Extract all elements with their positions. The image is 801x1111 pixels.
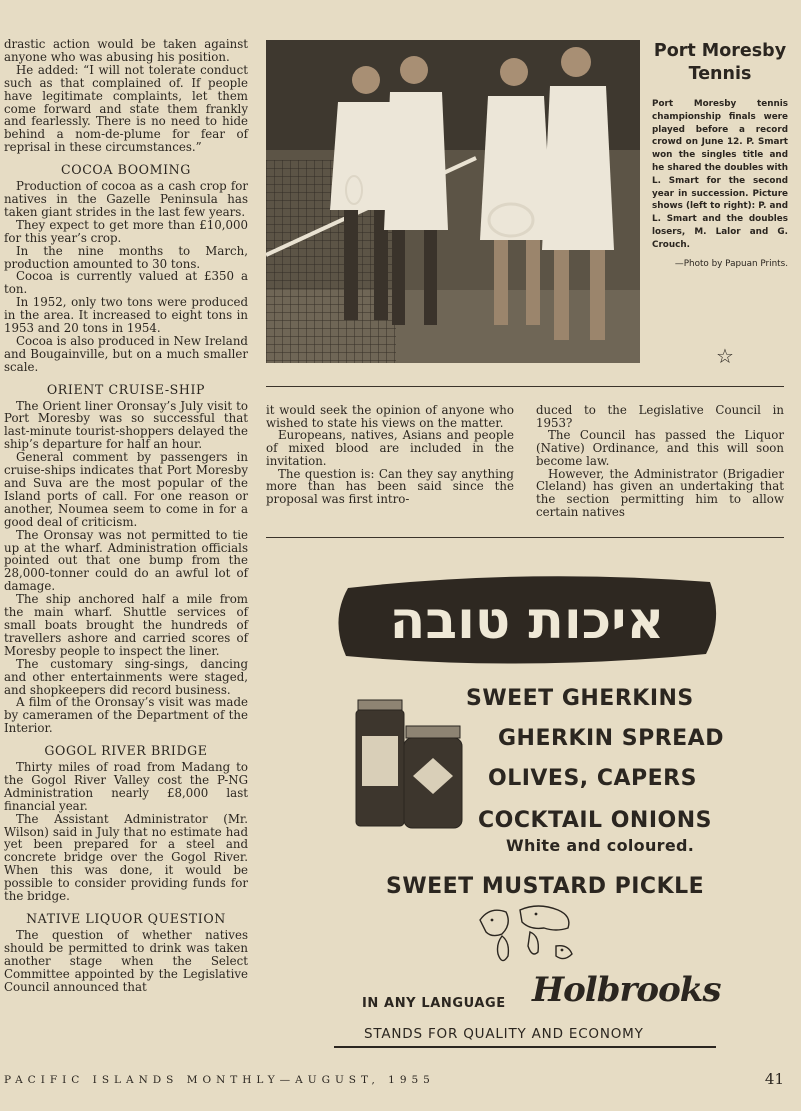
ad-brand-logo: Holbrooks — [532, 970, 721, 1010]
divider — [266, 386, 784, 387]
paragraph: Thirty miles of road from Madang to the Gogol River Valley cost the P-NG Administration nearly £8,000 last financial year. — [4, 760, 248, 813]
paragraph: The customary sing-sings, dancing and other entertainments were staged, and shopkeepers did record business. — [4, 656, 248, 697]
star-icon: ☆ — [716, 344, 734, 368]
ad-product-note: White and coloured. — [506, 836, 695, 855]
paragraph: Europeans, natives, Asians and people of mixed blood are included in the invitation. — [266, 428, 514, 468]
middle-column-2 — [536, 404, 784, 518]
hebrew-banner-text: איכות טובה — [389, 591, 665, 651]
paragraph: drastic action would be taken against anyone who was abusing his position. — [4, 37, 248, 64]
paragraph: In the nine months to March, production amounted to 30 tons. — [4, 243, 248, 271]
caption-text: Port Moresby tennis championship finals were played before a record crowd on June 12. P. Smart won the singles title and he shared the doubles with L. Smart for the second year in succession. Picture shows (left to right): P. and L. Smart and the doubles losers, M. Lalor and G. Crouch. — [652, 99, 788, 250]
hebrew-banner — [334, 568, 720, 668]
paragraph: Production of cocoa as a cash crop for natives in the Gazelle Peninsula has taken giant strides in the last few years. — [4, 179, 248, 219]
section-heading-cocoa: COCOA BOOMING — [61, 162, 191, 178]
ad-product-line: GHERKIN SPREAD — [498, 726, 724, 751]
photo-caption — [652, 40, 788, 270]
holbrooks-advertisement — [332, 560, 724, 1050]
paragraph: duced to the Legislative Council in 1953? — [536, 403, 784, 430]
pickle-jars-icon — [354, 696, 464, 830]
paragraph: The ship anchored half a mile from the main wharf. Shuttle services of small boats brought the hundreds of travellers ashore and carried scores of Moresby people to inspect the liner. — [4, 592, 248, 658]
section-heading-cruise-ship: ORIENT CRUISE-SHIP — [46, 381, 206, 397]
magazine-title: PACIFIC ISLANDS MONTHLY—AUGUST, 1955 — [4, 1074, 435, 1086]
paragraph: The Assistant Administrator (Mr. Wilson) said in July that no estimate had yet been prepared for a steel and concrete bridge over the Gogol River. When this was done, it would be possible to consider providing funds for the bridge. — [4, 811, 248, 904]
ad-product-line: SWEET GHERKINS — [466, 686, 694, 711]
page-footer — [4, 1070, 784, 1090]
paragraph: The Oronsay was not permitted to tie up at the wharf. Administration officials pointed out that one bump from the 28,000-tonner could do an awful lot of damage. — [4, 527, 248, 594]
paragraph: it would seek the opinion of anyone who wished to state his views on the matter. — [266, 403, 514, 430]
ad-tagline-prefix: IN ANY LANGUAGE — [362, 996, 506, 1011]
world-map-icon — [472, 900, 582, 980]
paragraph: The Council has passed the Liquor (Native) Ordinance, and this will soon become law. — [536, 428, 784, 468]
tennis-photo — [266, 40, 640, 363]
paragraph: They expect to get more than £10,000 for this year’s crop. — [4, 217, 248, 245]
page-number: 41 — [764, 1070, 784, 1088]
divider — [266, 537, 784, 538]
paragraph: A film of the Oronsay’s visit was made by cameramen of the Department of the Interior. — [4, 695, 248, 736]
ad-product-line: COCKTAIL ONIONS — [478, 808, 712, 833]
left-column — [4, 38, 248, 993]
section-heading-liquor: NATIVE LIQUOR QUESTION — [26, 911, 226, 926]
paragraph: The Orient liner Oronsay’s July visit to Port Moresby was so successful that last-minute tourist-shoppers delayed the ship’s departure for half an hour. — [4, 398, 248, 452]
caption-title: Port Moresby Tennis — [653, 41, 787, 84]
tennis-players-illustration — [266, 40, 640, 363]
paragraph: Cocoa is currently valued at £350 a ton. — [4, 269, 248, 297]
ad-product-line: SWEET MUSTARD PICKLE — [386, 874, 705, 899]
paragraph: However, the Administrator (Brigadier Cleland) has given an undertaking that the section permitting him to allow certain natives — [536, 466, 784, 519]
ad-product-line: OLIVES, CAPERS — [488, 766, 697, 791]
paragraph: In 1952, only two tons were produced in the area. It increased to eight tons in 1953 and 20 tons in 1954. — [4, 295, 248, 336]
ad-slogan: STANDS FOR QUALITY AND ECONOMY — [364, 1026, 644, 1042]
paragraph: He added: “I will not tolerate conduct such as that complained of. If people have legitimate complaints, let them come forward and state them frankly and fearlessly. There is no need to hide behind a nom-de-plume for fear of reprisal in these circumstances.” — [4, 62, 248, 155]
middle-column-1 — [266, 404, 514, 506]
paragraph: The question is: Can they say anything more than has been said since the proposal was first intro- — [266, 466, 514, 506]
paragraph: The question of whether natives should be permitted to drink was taken another stage when the Select Committee appointed by the Legislative Council announced that — [4, 927, 248, 994]
photo-credit: —Photo by Papuan Prints. — [674, 258, 788, 269]
divider — [334, 1046, 716, 1048]
paragraph: Cocoa is also produced in New Ireland and Bougainville, but on a much smaller scale. — [4, 333, 248, 374]
section-heading-gogol-bridge: GOGOL RIVER BRIDGE — [44, 743, 208, 759]
paragraph: General comment by passengers in cruise-ships indicates that Port Moresby and Suva are the most popular of the Island ports of call. For one reason or another, Noumea seem to come in for a good deal of criticism. — [4, 450, 248, 529]
